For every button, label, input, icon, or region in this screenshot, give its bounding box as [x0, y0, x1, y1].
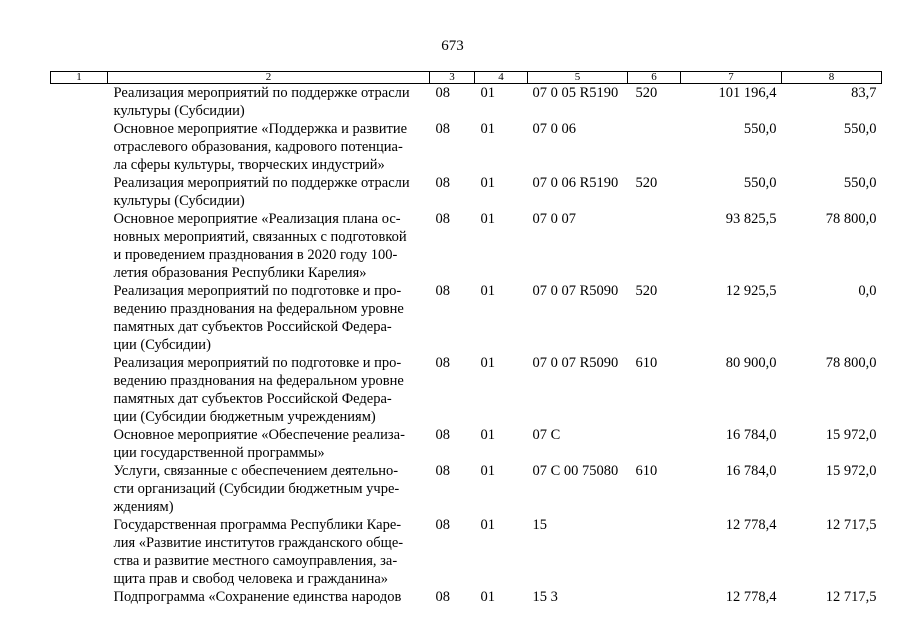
item-name-cell	[108, 282, 430, 354]
section-code-cell: 08	[435, 175, 450, 191]
page-number: 673	[441, 38, 464, 54]
target-article-cell: 07 0 07	[532, 211, 576, 227]
subsection-code-cell: 01	[480, 211, 495, 227]
table-row	[51, 588, 882, 606]
row-index-cell	[51, 174, 108, 210]
column-header: 4	[475, 72, 528, 84]
section-code-cell: 08	[435, 463, 450, 479]
item-name-line: Реализация мероприятий по подготовке и про-	[113, 355, 402, 371]
amount-executed-cell: 78 800,0	[825, 211, 877, 227]
subsection-code-cell: 01	[480, 85, 495, 101]
row-index-cell	[51, 462, 108, 516]
target-article-cell: 07 С	[532, 427, 561, 443]
item-name-cell	[108, 120, 430, 174]
amount-executed-cell: 550,0	[843, 175, 877, 191]
target-article-cell: 07 0 07 R5090	[532, 355, 619, 371]
item-name-line: памятных дат субъектов Российской Федера-	[113, 319, 392, 335]
expense-type-cell	[628, 120, 681, 174]
subsection-code-cell: 01	[480, 355, 495, 371]
item-name-line: памятных дат субъектов Российской Федера-	[113, 391, 392, 407]
item-name-line: культуры (Субсидии)	[113, 193, 245, 209]
item-name-line: ции государственной программы»	[113, 445, 325, 461]
subsection-code-cell: 01	[480, 427, 495, 443]
target-article-cell: 15	[532, 517, 547, 533]
amount-executed-cell: 12 717,5	[825, 589, 877, 605]
amount-executed-cell: 0,0	[858, 283, 877, 299]
row-index-cell	[51, 354, 108, 426]
amount-2020-cell: 93 825,5	[725, 211, 777, 227]
subsection-code-cell: 01	[480, 175, 495, 191]
item-name-line: Реализация мероприятий по поддержке отрасли	[113, 175, 410, 191]
section-code-cell: 08	[435, 517, 450, 533]
target-article-cell: 07 0 06	[532, 121, 576, 137]
expense-type-cell: 520	[635, 175, 658, 191]
expense-type-cell	[628, 210, 681, 282]
item-name-line: летия образования Республики Карелия»	[113, 265, 367, 281]
row-index-cell	[51, 516, 108, 588]
item-name-line: Основное мероприятие «Реализация плана ос-	[113, 211, 401, 227]
item-name-line: Реализация мероприятий по поддержке отрасли	[113, 85, 410, 101]
section-code-cell: 08	[435, 283, 450, 299]
expense-type-cell	[628, 516, 681, 588]
expense-type-cell: 610	[635, 463, 658, 479]
amount-executed-cell: 83,7	[851, 85, 877, 101]
subsection-code-cell: 01	[480, 121, 495, 137]
amount-2020-cell: 550,0	[743, 121, 777, 137]
expense-type-cell	[628, 426, 681, 462]
item-name-cell	[108, 462, 430, 516]
item-name-line: ции (Субсидии бюджетным учреждениям)	[113, 409, 376, 425]
item-name-cell	[108, 210, 430, 282]
column-header: 3	[430, 72, 475, 84]
item-name-line: лия «Развитие институтов гражданского обще-	[113, 535, 404, 551]
column-header: 5	[528, 72, 628, 84]
table-row	[51, 120, 882, 174]
column-header: 2	[108, 72, 430, 84]
item-name-cell	[108, 84, 430, 121]
row-index-cell	[51, 588, 108, 606]
amount-2020-cell: 80 900,0	[725, 355, 777, 371]
item-name-line: щита прав и свобод человека и гражданина»	[113, 571, 389, 587]
target-article-cell: 07 0 07 R5090	[532, 283, 619, 299]
column-number-row	[51, 72, 882, 84]
item-name-line: новных мероприятий, связанных с подготовкой	[113, 229, 407, 245]
item-name-line: ла сферы культуры, творческих индустрий»	[113, 157, 385, 173]
amount-2020-cell: 16 784,0	[725, 463, 777, 479]
subsection-code-cell: 01	[480, 517, 495, 533]
column-header: 8	[782, 72, 882, 84]
table-row	[51, 462, 882, 516]
amount-executed-cell: 15 972,0	[825, 427, 877, 443]
expense-type-cell: 610	[635, 355, 658, 371]
item-name-cell	[108, 174, 430, 210]
subsection-code-cell: 01	[480, 283, 495, 299]
item-name-line: ции (Субсидии)	[113, 337, 211, 353]
amount-executed-cell: 78 800,0	[825, 355, 877, 371]
table-row	[51, 210, 882, 282]
table-row	[51, 516, 882, 588]
item-name-line: культуры (Субсидии)	[113, 103, 245, 119]
amount-2020-cell: 101 196,4	[718, 85, 777, 101]
item-name-line: Подпрограмма «Сохранение единства народов	[113, 589, 402, 605]
table-row	[51, 354, 882, 426]
row-index-cell	[51, 120, 108, 174]
table-row	[51, 426, 882, 462]
item-name-line: отраслевого образования, кадрового потенциа-	[113, 139, 403, 155]
section-code-cell: 08	[435, 121, 450, 137]
target-article-cell: 07 0 06 R5190	[532, 175, 619, 191]
column-header: 6	[628, 72, 681, 84]
amount-2020-cell: 550,0	[743, 175, 777, 191]
table-row	[51, 174, 882, 210]
column-header: 7	[681, 72, 782, 84]
amount-executed-cell: 550,0	[843, 121, 877, 137]
item-name-line: ведению празднования на федеральном уровне	[113, 373, 404, 389]
section-code-cell: 08	[435, 589, 450, 605]
amount-2020-cell: 12 778,4	[725, 517, 777, 533]
item-name-line: Реализация мероприятий по подготовке и про-	[113, 283, 402, 299]
row-index-cell	[51, 282, 108, 354]
item-name-line: сти организаций (Субсидии бюджетным учре-	[113, 481, 400, 497]
subsection-code-cell: 01	[480, 589, 495, 605]
section-code-cell: 08	[435, 85, 450, 101]
expense-type-cell: 520	[635, 283, 658, 299]
expense-type-cell	[628, 588, 681, 606]
table-row	[51, 282, 882, 354]
item-name-cell	[108, 354, 430, 426]
column-header: 1	[51, 72, 108, 84]
target-article-cell: 15 3	[532, 589, 558, 605]
item-name-line: ства и развитие местного самоуправления, за-	[113, 553, 398, 569]
item-name-line: Основное мероприятие «Поддержка и развитие	[113, 121, 408, 137]
item-name-line: ведению празднования на федеральном уровне	[113, 301, 404, 317]
budget-table	[50, 71, 882, 606]
amount-executed-cell: 15 972,0	[825, 463, 877, 479]
table-header	[51, 72, 882, 84]
item-name-line: и проведением празднования в 2020 году 100-	[113, 247, 398, 263]
item-name-cell	[108, 588, 430, 606]
amount-2020-cell: 12 925,5	[725, 283, 777, 299]
expense-type-cell: 520	[635, 85, 658, 101]
section-code-cell: 08	[435, 427, 450, 443]
item-name-line: Основное мероприятие «Обеспечение реализа-	[113, 427, 405, 443]
section-code-cell: 08	[435, 211, 450, 227]
item-name-cell	[108, 516, 430, 588]
table-row	[51, 84, 882, 121]
row-index-cell	[51, 210, 108, 282]
amount-2020-cell: 12 778,4	[725, 589, 777, 605]
target-article-cell: 07 С 00 75080	[532, 463, 619, 479]
row-index-cell	[51, 84, 108, 121]
subsection-code-cell: 01	[480, 463, 495, 479]
item-name-line: Услуги, связанные с обеспечением деятельно-	[113, 463, 399, 479]
target-article-cell: 07 0 05 R5190	[532, 85, 619, 101]
amount-executed-cell: 12 717,5	[825, 517, 877, 533]
amount-2020-cell: 16 784,0	[725, 427, 777, 443]
item-name-cell	[108, 426, 430, 462]
row-index-cell	[51, 426, 108, 462]
table-body	[51, 84, 882, 607]
item-name-line: Государственная программа Республики Каре-	[113, 517, 402, 533]
item-name-line: ждениям)	[113, 499, 174, 515]
section-code-cell: 08	[435, 355, 450, 371]
